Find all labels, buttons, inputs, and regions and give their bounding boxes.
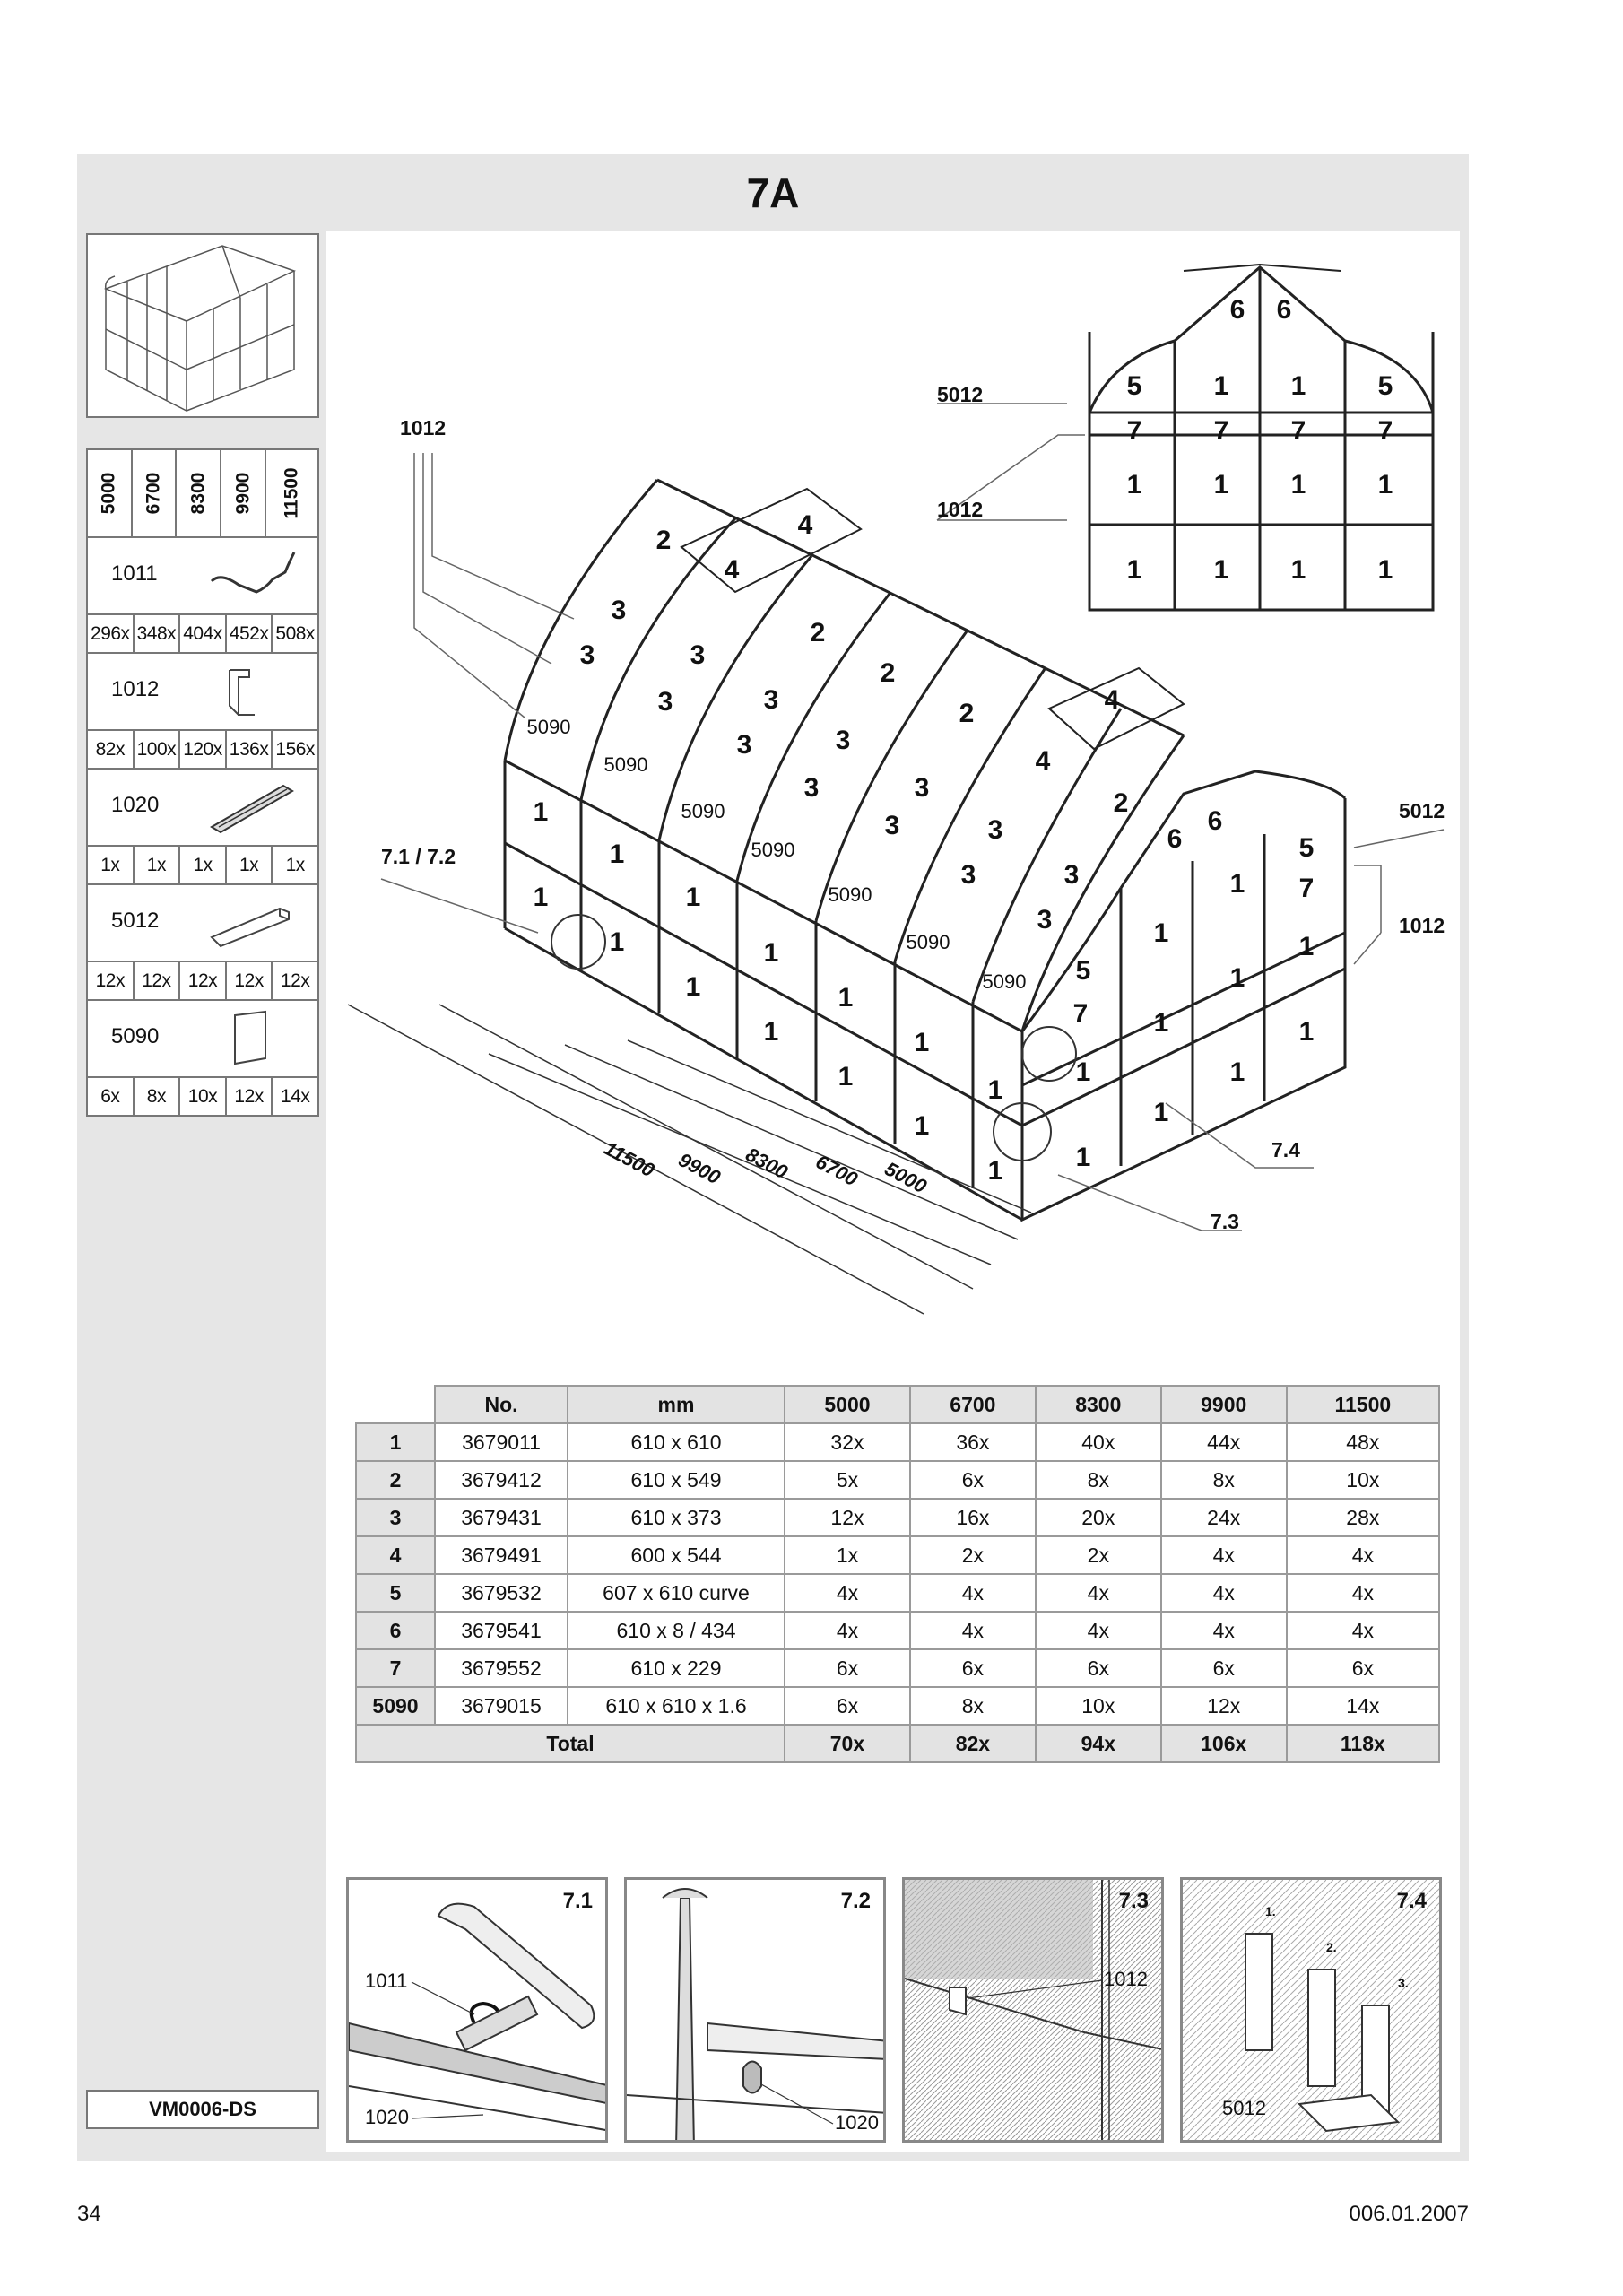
table-cell: 5: [356, 1574, 435, 1612]
svg-text:1: 1: [763, 1017, 779, 1047]
callout-detail-73: 7.3: [1211, 1210, 1239, 1233]
svg-text:4: 4: [1035, 746, 1051, 776]
qty-cell: 12x: [88, 962, 135, 999]
table-row: [356, 1612, 1439, 1649]
qty-cell: 508x: [275, 623, 315, 644]
table-cell: 4x: [1161, 1612, 1287, 1649]
svg-text:1: 1: [1153, 1008, 1169, 1038]
svg-text:1: 1: [1290, 470, 1306, 500]
table-row: [356, 1536, 1439, 1574]
table-cell: 610 x 610 x 1.6: [568, 1687, 785, 1725]
table-cell: 6x: [1036, 1649, 1161, 1687]
table-header: [356, 1386, 435, 1423]
size-label: 8300: [187, 472, 209, 515]
table-cell: 6x: [1287, 1649, 1439, 1687]
table-cell: 8x: [1036, 1461, 1161, 1499]
svg-text:1: 1: [533, 883, 549, 912]
callout-5012-right: 5012: [1399, 799, 1445, 822]
svg-text:3: 3: [736, 730, 752, 760]
table-cell: 24x: [1161, 1499, 1287, 1536]
page-number: 34: [77, 2202, 101, 2226]
table-cell: 10x: [1036, 1687, 1161, 1725]
total-cell: 70x: [785, 1725, 910, 1762]
callout-1012: 1012: [400, 416, 447, 439]
qty-cell: 8x: [135, 1078, 181, 1115]
svg-text:2: 2: [959, 699, 975, 728]
table-header: 8300: [1036, 1386, 1161, 1423]
svg-text:1: 1: [914, 1111, 930, 1141]
svg-text:1: 1: [1153, 1098, 1169, 1127]
svg-text:3: 3: [835, 726, 851, 755]
panel-5090-label: 5090: [681, 800, 725, 822]
qty-row: [88, 962, 317, 1001]
table-cell: 2: [356, 1461, 435, 1499]
svg-text:7: 7: [1072, 999, 1089, 1029]
table-cell: 32x: [785, 1423, 910, 1461]
panel-5090-label: 5090: [982, 970, 1027, 993]
length-label: 9900: [674, 1148, 725, 1189]
svg-text:7: 7: [1126, 416, 1142, 446]
panel-5090-label: 5090: [603, 753, 648, 776]
table-cell: 4: [356, 1536, 435, 1574]
table-header: 9900: [1161, 1386, 1287, 1423]
svg-text:6: 6: [1276, 295, 1292, 325]
size-label: 5000: [98, 472, 119, 515]
panel-5090-label: 5090: [906, 931, 950, 953]
svg-text:7: 7: [1377, 416, 1393, 446]
table-cell: 5x: [785, 1461, 910, 1499]
part-1011: [88, 538, 317, 615]
total-label: Total: [356, 1725, 785, 1762]
svg-text:1: 1: [609, 927, 625, 957]
svg-text:3: 3: [987, 815, 1003, 845]
table-cell: 8x: [910, 1687, 1036, 1725]
svg-text:1: 1: [1290, 555, 1306, 585]
detail-7-2: [624, 1877, 886, 2143]
table-cell: 610 x 373: [568, 1499, 785, 1536]
total-cell: 118x: [1287, 1725, 1439, 1762]
qty-row: [88, 1078, 317, 1115]
svg-text:1: 1: [1298, 1017, 1315, 1047]
total-cell: 82x: [910, 1725, 1036, 1762]
svg-text:3: 3: [611, 596, 627, 625]
size-label: 6700: [143, 472, 164, 515]
svg-text:1: 1: [1213, 371, 1229, 401]
qty-cell: 1x: [88, 847, 135, 883]
svg-text:3: 3: [960, 860, 976, 890]
svg-text:1: 1: [1213, 555, 1229, 585]
table-row: [356, 1649, 1439, 1687]
svg-text:3: 3: [1037, 905, 1053, 935]
table-cell: 3679431: [435, 1499, 568, 1536]
detail-label: 7.2: [840, 1889, 871, 1913]
part-5090: [88, 1001, 317, 1078]
qty-row: [88, 731, 317, 770]
table-cell: 4x: [785, 1574, 910, 1612]
table-cell: 20x: [1036, 1499, 1161, 1536]
table-cell: 10x: [1287, 1461, 1439, 1499]
table-cell: 1: [356, 1423, 435, 1461]
panel-5090-label: 5090: [828, 883, 872, 906]
qty-cell: 136x: [227, 731, 273, 768]
document-date: 006.01.2007: [1349, 2202, 1469, 2226]
greenhouse-thumbnail: [86, 233, 319, 418]
svg-text:6: 6: [1167, 824, 1183, 854]
svg-text:3: 3: [884, 811, 900, 840]
qty-cell: 14x: [280, 1086, 310, 1107]
length-label: 6700: [812, 1150, 862, 1191]
qty-cell: 404x: [180, 615, 227, 652]
page-title: 7A: [746, 170, 800, 216]
table-cell: 3: [356, 1499, 435, 1536]
length-label: 5000: [881, 1157, 931, 1198]
qty-row: [88, 847, 317, 885]
part-id: 1011: [111, 561, 158, 586]
clip-1012-icon: [203, 661, 301, 722]
size-label: 11500: [281, 467, 302, 519]
detail-7-1: [346, 1877, 608, 2143]
table-cell: 3679015: [435, 1687, 568, 1725]
callout-1012-right: 1012: [1399, 914, 1445, 937]
table-cell: 7: [356, 1649, 435, 1687]
qty-row: [88, 615, 317, 654]
table-cell: 2x: [1036, 1536, 1161, 1574]
svg-text:1: 1: [1377, 555, 1393, 585]
detail-label: 7.1: [562, 1889, 593, 1913]
length-label: 8300: [742, 1143, 792, 1184]
svg-text:1: 1: [1229, 963, 1245, 993]
detail-label: 7.3: [1118, 1889, 1149, 1913]
detail-step-label: 3.: [1398, 1976, 1409, 1990]
svg-text:3: 3: [690, 640, 706, 670]
table-cell: 6x: [910, 1461, 1036, 1499]
svg-text:2: 2: [1113, 788, 1129, 818]
qty-cell: 348x: [135, 615, 181, 652]
table-cell: 44x: [1161, 1423, 1287, 1461]
qty-cell: 1x: [285, 855, 305, 875]
svg-text:4: 4: [1104, 685, 1120, 715]
svg-text:1: 1: [685, 883, 701, 912]
table-cell: 5090: [356, 1687, 435, 1725]
parts-table: [355, 1385, 1440, 1763]
table-header: 11500: [1287, 1386, 1439, 1423]
table-cell: 4x: [1036, 1574, 1161, 1612]
table-cell: 40x: [1036, 1423, 1161, 1461]
detail-7-3: [902, 1877, 1164, 2143]
assembly-diagram: [326, 231, 1460, 1344]
svg-text:1: 1: [987, 1156, 1003, 1186]
table-cell: 610 x 549: [568, 1461, 785, 1499]
qty-cell: 100x: [135, 731, 181, 768]
qty-cell: 12x: [227, 1078, 273, 1115]
svg-text:3: 3: [763, 685, 779, 715]
svg-text:4: 4: [797, 510, 813, 540]
svg-text:4: 4: [724, 555, 740, 585]
svg-text:1: 1: [987, 1075, 1003, 1105]
table-cell: 3679011: [435, 1423, 568, 1461]
svg-text:3: 3: [579, 640, 595, 670]
clip-1011-icon: [203, 545, 301, 606]
part-1012: [88, 654, 317, 731]
table-cell: 610 x 8 / 434: [568, 1612, 785, 1649]
part-5012: [88, 885, 317, 962]
qty-cell: 452x: [227, 615, 273, 652]
svg-text:1: 1: [1075, 1143, 1091, 1172]
table-cell: 4x: [1036, 1612, 1161, 1649]
svg-text:1: 1: [1213, 470, 1229, 500]
table-cell: 4x: [1287, 1574, 1439, 1612]
detail-7-4: [1180, 1877, 1442, 2143]
table-cell: 4x: [1161, 1536, 1287, 1574]
part-id: 5012: [111, 909, 160, 933]
svg-text:6: 6: [1207, 806, 1223, 836]
table-cell: 6x: [910, 1649, 1036, 1687]
svg-text:1: 1: [1126, 470, 1142, 500]
qty-cell: 1x: [227, 847, 273, 883]
table-cell: 2x: [910, 1536, 1036, 1574]
svg-text:1: 1: [1153, 918, 1169, 948]
qty-cell: 156x: [275, 739, 315, 760]
svg-text:1: 1: [1075, 1057, 1091, 1087]
detail-part-label: 1012: [1104, 1968, 1148, 1990]
table-cell: 8x: [1161, 1461, 1287, 1499]
table-cell: 6x: [1161, 1649, 1287, 1687]
qty-cell: 82x: [88, 731, 135, 768]
detail-part-label: 1020: [365, 2106, 409, 2128]
table-row: [356, 1687, 1439, 1725]
document-code: VM0006-DS: [86, 2090, 319, 2129]
part-id: 1020: [111, 793, 160, 817]
table-cell: 3679532: [435, 1574, 568, 1612]
table-cell: 36x: [910, 1423, 1036, 1461]
svg-text:3: 3: [1063, 860, 1080, 890]
part-id: 5090: [111, 1024, 160, 1048]
svg-text:7: 7: [1290, 416, 1306, 446]
clip-5012-icon: [203, 892, 301, 953]
table-cell: 28x: [1287, 1499, 1439, 1536]
callout-1012-top: 1012: [937, 498, 984, 521]
table-cell: 6x: [785, 1687, 910, 1725]
table-cell: 3679491: [435, 1536, 568, 1574]
table-cell: 600 x 544: [568, 1536, 785, 1574]
part-1020: [88, 770, 317, 847]
length-label: 11500: [600, 1136, 658, 1182]
table-cell: 3679552: [435, 1649, 568, 1687]
table-cell: 4x: [910, 1574, 1036, 1612]
svg-text:2: 2: [880, 658, 896, 688]
size-label: 9900: [231, 472, 253, 515]
svg-text:1: 1: [1229, 869, 1245, 899]
qty-cell: 12x: [280, 970, 310, 991]
detail-part-label: 1011: [365, 1970, 408, 1992]
svg-text:1: 1: [1126, 555, 1142, 585]
detail-part-label: 5012: [1222, 2097, 1266, 2119]
svg-text:1: 1: [609, 839, 625, 869]
table-cell: 6: [356, 1612, 435, 1649]
svg-text:1: 1: [763, 938, 779, 968]
table-header: No.: [435, 1386, 568, 1423]
table-cell: 610 x 610: [568, 1423, 785, 1461]
qty-cell: 12x: [227, 962, 273, 999]
panel-5090-icon: [203, 1008, 301, 1069]
svg-text:5: 5: [1075, 956, 1091, 986]
table-cell: 12x: [1161, 1687, 1287, 1725]
table-cell: 3679541: [435, 1612, 568, 1649]
qty-cell: 1x: [180, 847, 227, 883]
svg-text:3: 3: [657, 687, 673, 717]
callout-detail-74: 7.4: [1271, 1138, 1300, 1161]
table-cell: 16x: [910, 1499, 1036, 1536]
total-cell: 94x: [1036, 1725, 1161, 1762]
svg-text:1: 1: [533, 797, 549, 827]
table-cell: 4x: [1161, 1574, 1287, 1612]
table-header: 6700: [910, 1386, 1036, 1423]
detail-label: 7.4: [1396, 1889, 1427, 1913]
qty-cell: 1x: [135, 847, 181, 883]
table-row: [356, 1461, 1439, 1499]
profile-1020-icon: [203, 777, 301, 838]
qty-cell: 12x: [135, 962, 181, 999]
svg-text:3: 3: [803, 773, 820, 803]
svg-text:7: 7: [1213, 416, 1229, 446]
sizes-header: [88, 450, 317, 538]
table-cell: 3679412: [435, 1461, 568, 1499]
table-cell: 4x: [1287, 1612, 1439, 1649]
detail-part-label: 1020: [835, 2111, 879, 2134]
table-cell: 607 x 610 curve: [568, 1574, 785, 1612]
svg-text:1: 1: [914, 1028, 930, 1057]
svg-text:7: 7: [1298, 874, 1315, 903]
table-cell: 48x: [1287, 1423, 1439, 1461]
svg-text:1: 1: [838, 1062, 854, 1091]
svg-text:3: 3: [914, 773, 930, 803]
table-cell: 610 x 229: [568, 1649, 785, 1687]
table-cell: 4x: [785, 1612, 910, 1649]
svg-text:1: 1: [1229, 1057, 1245, 1087]
svg-text:2: 2: [810, 618, 826, 648]
part-id: 1012: [111, 677, 160, 701]
callout-detail-71-72: 7.1 / 7.2: [381, 845, 456, 868]
table-cell: 6x: [785, 1649, 910, 1687]
panel-5090-label: 5090: [526, 716, 571, 738]
detail-step-label: 2.: [1326, 1940, 1337, 1954]
qty-cell: 12x: [180, 962, 227, 999]
table-row: [356, 1423, 1439, 1461]
table-header-row: [356, 1386, 1439, 1423]
table-row: [356, 1499, 1439, 1536]
svg-text:1: 1: [685, 972, 701, 1002]
svg-text:5: 5: [1126, 371, 1142, 401]
svg-text:1: 1: [1290, 371, 1306, 401]
total-cell: 106x: [1161, 1725, 1287, 1762]
table-header: mm: [568, 1386, 785, 1423]
table-cell: 4x: [910, 1612, 1036, 1649]
table-cell: 1x: [785, 1536, 910, 1574]
svg-text:1: 1: [1377, 470, 1393, 500]
qty-cell: 296x: [88, 615, 135, 652]
svg-text:1: 1: [838, 983, 854, 1013]
panel-5090-label: 5090: [751, 839, 795, 861]
svg-text:1: 1: [1298, 932, 1315, 961]
table-row: [356, 1574, 1439, 1612]
callout-5012-top: 5012: [937, 383, 984, 406]
table-total-row: [356, 1725, 1439, 1762]
svg-text:2: 2: [655, 526, 672, 555]
table-cell: 12x: [785, 1499, 910, 1536]
svg-text:5: 5: [1377, 371, 1393, 401]
svg-text:6: 6: [1229, 295, 1245, 325]
table-cell: 14x: [1287, 1687, 1439, 1725]
table-header: 5000: [785, 1386, 910, 1423]
svg-text:5: 5: [1298, 833, 1315, 863]
qty-cell: 120x: [180, 731, 227, 768]
parts-list: [86, 448, 319, 1117]
qty-cell: 6x: [88, 1078, 135, 1115]
qty-cell: 10x: [180, 1078, 227, 1115]
table-cell: 4x: [1287, 1536, 1439, 1574]
detail-step-label: 1.: [1265, 1904, 1276, 1918]
